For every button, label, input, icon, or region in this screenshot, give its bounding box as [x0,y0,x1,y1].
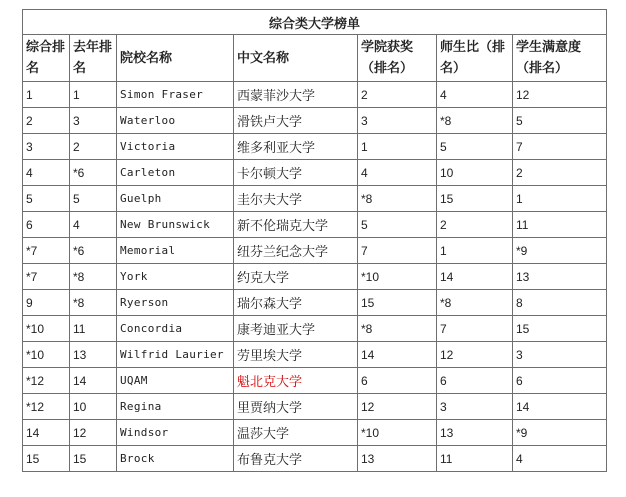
cell-school-name: Windsor [117,420,234,446]
cell-ratio-rank: 3 [437,394,513,420]
cell-chinese-name: 纽芬兰纪念大学 [234,238,358,264]
cell-awards-rank: 6 [358,368,437,394]
cell-chinese-name: 温莎大学 [234,420,358,446]
cell-satisfaction-rank: 6 [513,368,607,394]
cell-last-year-rank: 13 [70,342,117,368]
cell-last-year-rank: *8 [70,264,117,290]
cell-satisfaction-rank: *9 [513,420,607,446]
table-row [23,342,607,368]
cell-school-name: UQAM [117,368,234,394]
table-row [23,186,607,212]
cell-awards-rank: 13 [358,446,437,472]
table-row [23,108,607,134]
table-row [23,238,607,264]
cell-overall-rank: 5 [23,186,70,212]
cell-overall-rank: *7 [23,238,70,264]
table-row [23,394,607,420]
cell-overall-rank: 6 [23,212,70,238]
table-header-row [23,35,607,82]
cell-ratio-rank: 14 [437,264,513,290]
cell-overall-rank: *10 [23,316,70,342]
cell-awards-rank: *10 [358,420,437,446]
cell-satisfaction-rank: 13 [513,264,607,290]
cell-last-year-rank: 4 [70,212,117,238]
table-title: 综合类大学榜单 [23,10,607,35]
cell-awards-rank: 15 [358,290,437,316]
cell-overall-rank: 1 [23,82,70,108]
cell-school-name: Guelph [117,186,234,212]
cell-ratio-rank: 13 [437,420,513,446]
cell-ratio-rank: 7 [437,316,513,342]
table-row [23,446,607,472]
header-satisfaction-rank: 学生满意度（排名） [513,35,607,82]
header-ratio-rank: 师生比（排名） [437,35,513,82]
cell-ratio-rank: 11 [437,446,513,472]
cell-chinese-name: 维多利亚大学 [234,134,358,160]
table-row [23,134,607,160]
cell-overall-rank: *7 [23,264,70,290]
header-last-year-rank: 去年排名 [70,35,117,82]
cell-last-year-rank: 11 [70,316,117,342]
cell-chinese-name: 圭尔夫大学 [234,186,358,212]
cell-chinese-name: 瑞尔森大学 [234,290,358,316]
cell-satisfaction-rank: 2 [513,160,607,186]
cell-school-name: Simon Fraser [117,82,234,108]
cell-chinese-name: 滑铁卢大学 [234,108,358,134]
cell-overall-rank: *12 [23,368,70,394]
cell-ratio-rank: 5 [437,134,513,160]
header-overall-rank: 综合排名 [23,35,70,82]
cell-chinese-name: 康考迪亚大学 [234,316,358,342]
table-row [23,420,607,446]
cell-chinese-name: 约克大学 [234,264,358,290]
cell-school-name: Concordia [117,316,234,342]
cell-ratio-rank: *8 [437,290,513,316]
cell-school-name: Wilfrid Laurier [117,342,234,368]
cell-awards-rank: 5 [358,212,437,238]
cell-ratio-rank: 4 [437,82,513,108]
cell-last-year-rank: 1 [70,82,117,108]
table-title-row [23,10,607,35]
cell-ratio-rank: 12 [437,342,513,368]
cell-overall-rank: 3 [23,134,70,160]
cell-chinese-name: 魁北克大学 [234,368,358,394]
cell-last-year-rank: 3 [70,108,117,134]
cell-school-name: Regina [117,394,234,420]
cell-satisfaction-rank: 12 [513,82,607,108]
cell-school-name: York [117,264,234,290]
cell-overall-rank: *12 [23,394,70,420]
cell-overall-rank: 14 [23,420,70,446]
cell-satisfaction-rank: 1 [513,186,607,212]
cell-last-year-rank: *6 [70,160,117,186]
cell-awards-rank: *8 [358,186,437,212]
cell-awards-rank: 3 [358,108,437,134]
cell-satisfaction-rank: 5 [513,108,607,134]
cell-last-year-rank: 12 [70,420,117,446]
cell-last-year-rank: 2 [70,134,117,160]
cell-school-name: Victoria [117,134,234,160]
cell-last-year-rank: 15 [70,446,117,472]
cell-school-name: Ryerson [117,290,234,316]
cell-awards-rank: 2 [358,82,437,108]
cell-ratio-rank: 10 [437,160,513,186]
cell-awards-rank: 14 [358,342,437,368]
table-row [23,160,607,186]
cell-satisfaction-rank: 7 [513,134,607,160]
cell-satisfaction-rank: 3 [513,342,607,368]
cell-overall-rank: *10 [23,342,70,368]
cell-chinese-name: 新不伦瑞克大学 [234,212,358,238]
table-row [23,290,607,316]
cell-last-year-rank: 5 [70,186,117,212]
cell-school-name: Waterloo [117,108,234,134]
cell-last-year-rank: *8 [70,290,117,316]
cell-last-year-rank: 14 [70,368,117,394]
table-row [23,264,607,290]
cell-school-name: New Brunswick [117,212,234,238]
cell-ratio-rank: 6 [437,368,513,394]
cell-last-year-rank: *6 [70,238,117,264]
cell-awards-rank: 4 [358,160,437,186]
header-awards-rank: 学院获奖（排名） [358,35,437,82]
cell-overall-rank: 4 [23,160,70,186]
cell-satisfaction-rank: 4 [513,446,607,472]
cell-ratio-rank: 15 [437,186,513,212]
table-row [23,368,607,394]
university-ranking-table [22,9,607,472]
cell-chinese-name: 西蒙菲沙大学 [234,82,358,108]
table-body [23,82,607,472]
cell-ratio-rank: 2 [437,212,513,238]
header-chinese-name: 中文名称 [234,35,358,82]
table-row [23,212,607,238]
cell-school-name: Memorial [117,238,234,264]
cell-satisfaction-rank: 15 [513,316,607,342]
table-row [23,316,607,342]
cell-last-year-rank: 10 [70,394,117,420]
cell-satisfaction-rank: 14 [513,394,607,420]
cell-school-name: Carleton [117,160,234,186]
cell-chinese-name: 卡尔顿大学 [234,160,358,186]
cell-awards-rank: 1 [358,134,437,160]
table-row [23,82,607,108]
cell-satisfaction-rank: 8 [513,290,607,316]
cell-chinese-name: 布鲁克大学 [234,446,358,472]
cell-ratio-rank: *8 [437,108,513,134]
cell-awards-rank: *8 [358,316,437,342]
cell-school-name: Brock [117,446,234,472]
header-school-name: 院校名称 [117,35,234,82]
cell-overall-rank: 2 [23,108,70,134]
cell-overall-rank: 15 [23,446,70,472]
cell-awards-rank: 7 [358,238,437,264]
cell-awards-rank: 12 [358,394,437,420]
cell-chinese-name: 劳里埃大学 [234,342,358,368]
cell-overall-rank: 9 [23,290,70,316]
cell-satisfaction-rank: 11 [513,212,607,238]
cell-ratio-rank: 1 [437,238,513,264]
cell-satisfaction-rank: *9 [513,238,607,264]
cell-awards-rank: *10 [358,264,437,290]
cell-chinese-name: 里贾纳大学 [234,394,358,420]
